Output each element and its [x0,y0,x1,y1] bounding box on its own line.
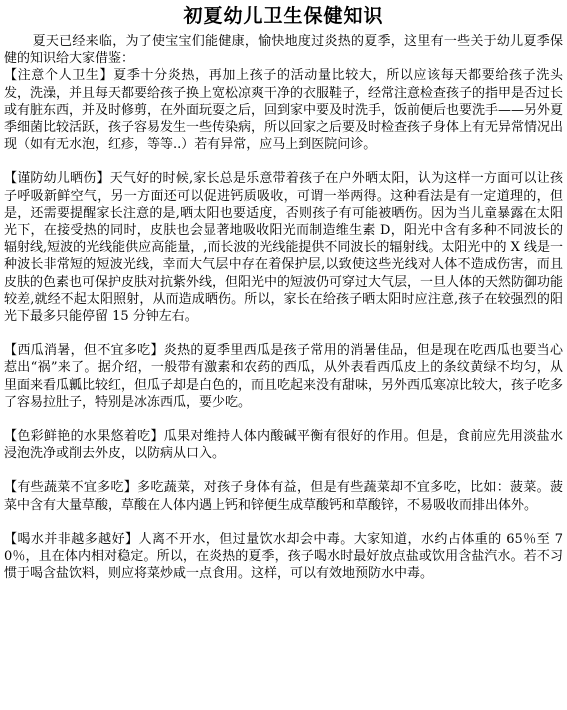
section-body: 瓜果对维持人体内酸碱平衡有很好的作用。但是，食前应先用淡盐水浸泡洗净或削去外皮，以防病从口入。 [4,429,563,462]
section-body: 多吃蔬菜，对孩子身体有益，但是有些蔬菜却不宜多吃，比如：菠菜。菠菜中含有大量草酸，草酸在人体内遇上钙和锌便生成草酸钙和草酸锌，不易吸收而排出体外。 [4,480,563,513]
intro-paragraph: 夏天已经来临，为了使宝宝们能健康，愉快地度过炎热的夏季，这里有一些关于幼儿夏季保健的知识给大家借鉴： [4,34,563,67]
paragraph-gap [4,153,563,170]
section-vegetables [4,479,563,513]
section-watermelon [4,342,563,411]
paragraph-gap [4,462,563,479]
paragraph-gap [4,411,563,428]
section-body: 夏季十分炎热，再加上孩子的活动量比较大，所以应该每天都要给孩子洗头发，洗澡，并且每天都要给孩子换上宽松凉爽干净的衣服鞋子，经常注意检查孩子的指甲是否过长或有脏东西，并及时修剪，在外面玩耍之后，回到家中要及时洗手，饭前便后也要洗手——另外夏季细菌比较活跃，孩子容易发生一些传染病，所以回家之后要及时检查孩子身体上有无异常情况出现（如有无水泡，红疹，等等..）若有异常，应马上到医院问诊。 [4,68,564,153]
section-body: 天气好的时候,家长总是乐意带着孩子在户外晒太阳，认为这样一方面可以让孩子呼吸新鲜空气，另一方面还可以促进钙质吸收，可谓一举两得。这种看法是有一定道理的，但是，还需要提醒家长注意的是,晒太阳也要适度，否则孩子有可能被晒伤。因为当儿童暴露在太阳光下，在接受热的同时，皮肤也会显著地吸收阳光而制造维生素 D，阳光中含有多种不同波长的辐射线,短波的光线能供应高能量，,而长波的光线能提供不同波长的辐射线。太阳光中的 X 线是一种波长非常短的短波光线，幸而大气层中存在着保护层,以致使这些光线对人体不造成伤害，而且皮肤的色素也可保护皮肤对抗紫外线，但阳光中的短波仍可穿过大气层，一旦人体的天然防御功能较差,就经不起太阳照射，从而造成晒伤。所以，家长在给孩子晒太阳时应注意,孩子在较强烈的阳光下最多只能停留 15 分钟左右。 [4,171,564,325]
paragraph-gap [4,325,563,342]
document-page [0,3,567,710]
section-heading: 【西瓜消暑，但不宜多吃】 [4,343,164,359]
section-heading: 【色彩鲜艳的水果悠着吃】 [4,429,164,445]
section-personal-hygiene [4,67,563,153]
section-heading: 【注意个人卫生】 [4,68,114,84]
section-body: 炎热的夏季里西瓜是孩子常用的消暑佳品，但是现在吃西瓜也要当心惹出“祸”来了。据介绍，一般带有激素和农药的西瓜，从外表看西瓜皮上的条纹黄绿不均匀，从里面来看瓜瓤比较红，但瓜子却是白色的，而且吃起来没有甜味，另外西瓜寒凉比较大，孩子吃多了容易拉肚子，特别是冰冻西瓜，要少吃。 [4,343,564,410]
document-title: 初夏幼儿卫生保健知识 [183,5,384,27]
section-heading: 【谨防幼儿晒伤】 [4,171,110,187]
section-fruit [4,428,563,462]
section-heading: 【喝水并非越多越好】 [4,531,139,547]
section-body: 人离不开水，但过量饮水却会中毒。大家知道，水约占体重的 65％至 70％，且在体内相对稳定。所以，在炎热的夏季，孩子喝水时最好放点盐或饮用含盐汽水。若不习惯于喝含盐饮料，则应将菜炒咸一点食用。这样，可以有效地预防水中毒。 [4,531,563,582]
section-heading: 【有些蔬菜不宜多吃】 [4,480,138,496]
paragraph-gap [4,514,563,531]
section-water [4,531,563,583]
section-sunburn [4,170,563,325]
